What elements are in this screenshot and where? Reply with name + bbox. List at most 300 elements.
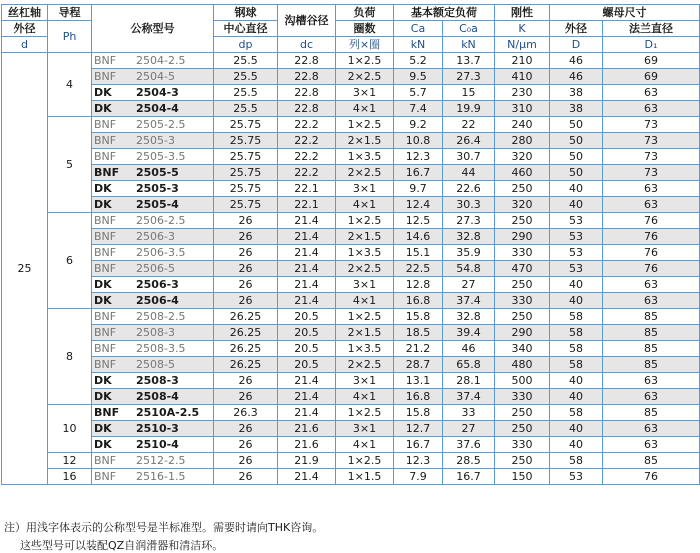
c0a-cell: 19.9 (443, 101, 495, 117)
lead-cell: 12 (48, 453, 92, 469)
model-prefix: BNF (94, 118, 117, 131)
outer-dia-cell: 40 (550, 277, 603, 293)
outer-dia-cell: 46 (550, 69, 603, 85)
turns-cell: 3×1 (336, 421, 394, 437)
turns-cell: 4×1 (336, 437, 394, 453)
table-row (2, 293, 700, 309)
header-rigidity-3: N/μm (495, 37, 550, 53)
model-number: 2510-3 (136, 422, 179, 435)
model-prefix: BNF (94, 70, 117, 83)
header-dc-2: dc (278, 37, 336, 53)
header-lead-2: Ph (48, 21, 92, 53)
model-cell (92, 373, 214, 389)
ca-cell: 12.3 (394, 149, 443, 165)
flange-dia-cell: 63 (603, 181, 700, 197)
model-prefix: BNF (94, 246, 117, 259)
dc-cell: 22.2 (278, 165, 336, 181)
model-cell (92, 165, 214, 181)
dp-cell: 25.75 (214, 149, 278, 165)
rigidity-cell: 330 (495, 389, 550, 405)
dc-cell: 20.5 (278, 325, 336, 341)
model-prefix: BNF (94, 150, 117, 163)
dc-cell: 22.2 (278, 117, 336, 133)
model-number: 2508-4 (136, 390, 179, 403)
table-row (2, 309, 700, 325)
footnote-2: 这些型号可以装配QZ自润滑器和清洁环。 (20, 539, 224, 552)
model-number: 2505-5 (136, 166, 179, 179)
c0a-cell: 27.3 (443, 213, 495, 229)
turns-cell: 1×2.5 (336, 117, 394, 133)
model-prefix: BNF (94, 406, 120, 419)
model-number: 2506-3 (136, 278, 179, 291)
ca-cell: 12.4 (394, 197, 443, 213)
table-row (2, 421, 700, 437)
flange-dia-cell: 63 (603, 389, 700, 405)
dc-cell: 21.4 (278, 389, 336, 405)
ca-cell: 7.9 (394, 469, 443, 485)
c0a-cell: 22.6 (443, 181, 495, 197)
outer-dia-cell: 58 (550, 309, 603, 325)
header-flange-dia-2: D₁ (603, 37, 700, 53)
turns-cell: 2×1.5 (336, 133, 394, 149)
outer-dia-cell: 50 (550, 133, 603, 149)
model-prefix: DK (94, 422, 112, 435)
turns-cell: 2×2.5 (336, 165, 394, 181)
dc-cell: 21.4 (278, 405, 336, 421)
model-cell (92, 309, 214, 325)
ca-cell: 16.7 (394, 437, 443, 453)
dc-cell: 22.8 (278, 85, 336, 101)
dc-cell: 21.4 (278, 293, 336, 309)
table-row (2, 469, 700, 485)
ca-cell: 18.5 (394, 325, 443, 341)
ca-cell: 15.1 (394, 245, 443, 261)
turns-cell: 1×2.5 (336, 309, 394, 325)
flange-dia-cell: 63 (603, 421, 700, 437)
outer-dia-cell: 58 (550, 341, 603, 357)
dc-cell: 21.4 (278, 373, 336, 389)
rigidity-cell: 320 (495, 197, 550, 213)
ca-cell: 9.2 (394, 117, 443, 133)
flange-dia-cell: 85 (603, 453, 700, 469)
ca-cell: 15.8 (394, 309, 443, 325)
c0a-cell: 15 (443, 85, 495, 101)
table-row (2, 229, 700, 245)
rigidity-cell: 250 (495, 405, 550, 421)
model-number: 2505-2.5 (136, 118, 186, 131)
flange-dia-cell: 73 (603, 165, 700, 181)
outer-dia-cell: 53 (550, 213, 603, 229)
table-row (2, 213, 700, 229)
ca-cell: 15.8 (394, 405, 443, 421)
rigidity-cell: 290 (495, 229, 550, 245)
ca-cell: 28.7 (394, 357, 443, 373)
header-turns-1: 负荷 (336, 5, 394, 21)
table-row (2, 101, 700, 117)
header-flange-dia-1: 法兰直径 (603, 21, 700, 37)
outer-dia-cell: 50 (550, 165, 603, 181)
outer-dia-cell: 50 (550, 117, 603, 133)
dc-cell: 22.1 (278, 181, 336, 197)
header-rigidity-2: K (495, 21, 550, 37)
dc-cell: 21.4 (278, 229, 336, 245)
header-nut-dim-group: 螺母尺寸 (550, 5, 700, 21)
turns-cell: 2×1.5 (336, 229, 394, 245)
lead-cell: 5 (48, 117, 92, 213)
outer-dia-cell: 38 (550, 101, 603, 117)
dp-cell: 26.25 (214, 309, 278, 325)
model-number: 2504-4 (136, 102, 179, 115)
c0a-cell: 13.7 (443, 53, 495, 69)
dp-cell: 26 (214, 277, 278, 293)
ca-cell: 7.4 (394, 101, 443, 117)
flange-dia-cell: 76 (603, 469, 700, 485)
flange-dia-cell: 73 (603, 117, 700, 133)
shaft-diameter-cell: 25 (2, 53, 48, 485)
dp-cell: 25.5 (214, 69, 278, 85)
model-prefix: BNF (94, 54, 117, 67)
outer-dia-cell: 58 (550, 405, 603, 421)
model-cell (92, 277, 214, 293)
model-cell (92, 197, 214, 213)
outer-dia-cell: 46 (550, 53, 603, 69)
dp-cell: 26 (214, 245, 278, 261)
model-number: 2508-2.5 (136, 310, 186, 323)
header-turns-2: 圈数 (336, 21, 394, 37)
ca-cell: 21.2 (394, 341, 443, 357)
table-row (2, 69, 700, 85)
table-row (2, 165, 700, 181)
model-prefix: BNF (94, 214, 117, 227)
turns-cell: 4×1 (336, 101, 394, 117)
table-row (2, 325, 700, 341)
dp-cell: 25.5 (214, 101, 278, 117)
header-dp-3: dp (214, 37, 278, 53)
model-prefix: DK (94, 182, 112, 195)
model-prefix: DK (94, 198, 112, 211)
model-cell (92, 453, 214, 469)
model-number: 2508-5 (136, 358, 175, 371)
header-model: 公称型号 (92, 5, 214, 53)
rigidity-cell: 250 (495, 277, 550, 293)
model-number: 2505-3 (136, 182, 179, 195)
turns-cell: 3×1 (336, 277, 394, 293)
model-cell (92, 53, 214, 69)
model-prefix: DK (94, 390, 112, 403)
outer-dia-cell: 53 (550, 261, 603, 277)
dc-cell: 21.4 (278, 213, 336, 229)
table-row (2, 85, 700, 101)
header-dp-2: 中心直径 (214, 21, 278, 37)
footnote-1: 注）用浅字体表示的公称型号是半标准型。需要时请向THK咨询。 (4, 521, 324, 534)
rigidity-cell: 340 (495, 341, 550, 357)
dc-cell: 21.4 (278, 245, 336, 261)
c0a-cell: 32.8 (443, 309, 495, 325)
turns-cell: 1×3.5 (336, 341, 394, 357)
dp-cell: 26 (214, 229, 278, 245)
outer-dia-cell: 53 (550, 245, 603, 261)
model-number: 2510-4 (136, 438, 179, 451)
outer-dia-cell: 40 (550, 389, 603, 405)
turns-cell: 2×2.5 (336, 69, 394, 85)
turns-cell: 4×1 (336, 389, 394, 405)
c0a-cell: 37.6 (443, 437, 495, 453)
table-row (2, 245, 700, 261)
table-row (2, 133, 700, 149)
turns-cell: 1×1.5 (336, 469, 394, 485)
table-row (2, 149, 700, 165)
flange-dia-cell: 76 (603, 245, 700, 261)
model-number: 2510A-2.5 (136, 406, 200, 419)
dp-cell: 26 (214, 373, 278, 389)
turns-cell: 3×1 (336, 181, 394, 197)
turns-cell: 1×3.5 (336, 245, 394, 261)
dp-cell: 26.3 (214, 405, 278, 421)
flange-dia-cell: 69 (603, 69, 700, 85)
dc-cell: 21.6 (278, 437, 336, 453)
model-cell (92, 261, 214, 277)
dc-cell: 20.5 (278, 341, 336, 357)
flange-dia-cell: 63 (603, 373, 700, 389)
model-prefix: BNF (94, 134, 117, 147)
ca-cell: 16.8 (394, 293, 443, 309)
model-cell (92, 405, 214, 421)
rigidity-cell: 230 (495, 85, 550, 101)
model-cell (92, 117, 214, 133)
dp-cell: 25.75 (214, 133, 278, 149)
c0a-cell: 27.3 (443, 69, 495, 85)
model-number: 2506-2.5 (136, 214, 186, 227)
flange-dia-cell: 63 (603, 85, 700, 101)
flange-dia-cell: 73 (603, 133, 700, 149)
dp-cell: 25.75 (214, 117, 278, 133)
c0a-cell: 28.5 (443, 453, 495, 469)
ca-cell: 12.5 (394, 213, 443, 229)
lead-cell: 6 (48, 213, 92, 309)
ca-cell: 5.7 (394, 85, 443, 101)
dc-cell: 20.5 (278, 357, 336, 373)
model-prefix: BNF (94, 358, 117, 371)
dp-cell: 25.5 (214, 85, 278, 101)
model-number: 2506-3 (136, 230, 175, 243)
model-prefix: BNF (94, 230, 117, 243)
flange-dia-cell: 63 (603, 277, 700, 293)
c0a-cell: 37.4 (443, 389, 495, 405)
dp-cell: 26.25 (214, 357, 278, 373)
outer-dia-cell: 40 (550, 181, 603, 197)
turns-cell: 2×2.5 (336, 357, 394, 373)
dc-cell: 21.9 (278, 453, 336, 469)
dc-cell: 21.6 (278, 421, 336, 437)
outer-dia-cell: 40 (550, 373, 603, 389)
dp-cell: 26.25 (214, 325, 278, 341)
dc-cell: 22.1 (278, 197, 336, 213)
turns-cell: 1×2.5 (336, 213, 394, 229)
c0a-cell: 39.4 (443, 325, 495, 341)
flange-dia-cell: 76 (603, 261, 700, 277)
rigidity-cell: 250 (495, 213, 550, 229)
flange-dia-cell: 63 (603, 197, 700, 213)
model-number: 2506-5 (136, 262, 175, 275)
rigidity-cell: 210 (495, 53, 550, 69)
rigidity-cell: 330 (495, 437, 550, 453)
lead-cell: 16 (48, 469, 92, 485)
lead-cell: 10 (48, 405, 92, 453)
model-cell (92, 341, 214, 357)
rigidity-cell: 460 (495, 165, 550, 181)
model-cell (92, 421, 214, 437)
header-shaft-dia-1: 丝杠轴 (2, 5, 48, 21)
c0a-cell: 32.8 (443, 229, 495, 245)
dc-cell: 21.4 (278, 277, 336, 293)
model-cell (92, 357, 214, 373)
model-cell (92, 213, 214, 229)
flange-dia-cell: 85 (603, 325, 700, 341)
ca-cell: 9.7 (394, 181, 443, 197)
header-outer-dia-2: D (550, 37, 603, 53)
model-prefix: BNF (94, 454, 117, 467)
outer-dia-cell: 53 (550, 469, 603, 485)
rigidity-cell: 280 (495, 133, 550, 149)
model-number: 2508-3.5 (136, 342, 186, 355)
ca-cell: 9.5 (394, 69, 443, 85)
model-number: 2512-2.5 (136, 454, 186, 467)
dp-cell: 26 (214, 261, 278, 277)
model-cell (92, 245, 214, 261)
model-number: 2505-3 (136, 134, 175, 147)
c0a-cell: 37.4 (443, 293, 495, 309)
turns-cell: 2×2.5 (336, 261, 394, 277)
flange-dia-cell: 69 (603, 53, 700, 69)
dp-cell: 26 (214, 213, 278, 229)
header-dc-1: 沟槽谷径 (278, 5, 336, 37)
c0a-cell: 27 (443, 277, 495, 293)
header-lead-1: 导程 (48, 5, 92, 21)
ca-cell: 12.3 (394, 453, 443, 469)
c0a-cell: 35.9 (443, 245, 495, 261)
c0a-cell: 27 (443, 421, 495, 437)
outer-dia-cell: 58 (550, 325, 603, 341)
flange-dia-cell: 85 (603, 309, 700, 325)
model-number: 2505-4 (136, 198, 179, 211)
table-row (2, 357, 700, 373)
model-cell (92, 229, 214, 245)
flange-dia-cell: 76 (603, 229, 700, 245)
model-prefix: DK (94, 374, 112, 387)
turns-cell: 1×3.5 (336, 149, 394, 165)
flange-dia-cell: 85 (603, 341, 700, 357)
model-prefix: BNF (94, 326, 117, 339)
dp-cell: 26 (214, 389, 278, 405)
lead-cell: 8 (48, 309, 92, 405)
outer-dia-cell: 53 (550, 229, 603, 245)
rigidity-cell: 310 (495, 101, 550, 117)
model-number: 2508-3 (136, 326, 175, 339)
c0a-cell: 33 (443, 405, 495, 421)
dc-cell: 22.8 (278, 101, 336, 117)
table-row (2, 437, 700, 453)
c0a-cell: 30.3 (443, 197, 495, 213)
table-row (2, 53, 700, 69)
model-cell (92, 437, 214, 453)
rigidity-cell: 240 (495, 117, 550, 133)
ball-screw-spec-table (1, 4, 700, 485)
model-number: 2504-5 (136, 70, 175, 83)
lead-cell: 4 (48, 53, 92, 117)
header-shaft-dia-2: 外径 (2, 21, 48, 37)
ca-cell: 13.1 (394, 373, 443, 389)
model-cell (92, 101, 214, 117)
rigidity-cell: 500 (495, 373, 550, 389)
dp-cell: 26 (214, 469, 278, 485)
model-cell (92, 85, 214, 101)
flange-dia-cell: 63 (603, 437, 700, 453)
c0a-cell: 30.7 (443, 149, 495, 165)
model-prefix: BNF (94, 470, 117, 483)
model-cell (92, 469, 214, 485)
model-prefix: DK (94, 102, 112, 115)
table-row (2, 197, 700, 213)
model-cell (92, 149, 214, 165)
model-prefix: BNF (94, 310, 117, 323)
c0a-cell: 22 (443, 117, 495, 133)
outer-dia-cell: 58 (550, 357, 603, 373)
turns-cell: 3×1 (336, 85, 394, 101)
rigidity-cell: 150 (495, 469, 550, 485)
turns-cell: 1×2.5 (336, 453, 394, 469)
flange-dia-cell: 85 (603, 405, 700, 421)
turns-cell: 2×1.5 (336, 325, 394, 341)
turns-cell: 1×2.5 (336, 53, 394, 69)
table-row (2, 405, 700, 421)
rigidity-cell: 320 (495, 149, 550, 165)
model-number: 2505-3.5 (136, 150, 186, 163)
rigidity-cell: 250 (495, 421, 550, 437)
dp-cell: 26 (214, 437, 278, 453)
table-row (2, 373, 700, 389)
rigidity-cell: 470 (495, 261, 550, 277)
outer-dia-cell: 40 (550, 421, 603, 437)
dc-cell: 21.4 (278, 469, 336, 485)
model-number: 2504-2.5 (136, 54, 186, 67)
c0a-cell: 44 (443, 165, 495, 181)
header-rigidity-1: 刚性 (495, 5, 550, 21)
rigidity-cell: 250 (495, 453, 550, 469)
outer-dia-cell: 40 (550, 197, 603, 213)
model-cell (92, 181, 214, 197)
model-prefix: DK (94, 278, 112, 291)
rigidity-cell: 290 (495, 325, 550, 341)
rigidity-cell: 330 (495, 293, 550, 309)
dp-cell: 26 (214, 421, 278, 437)
outer-dia-cell: 58 (550, 453, 603, 469)
c0a-cell: 28.1 (443, 373, 495, 389)
dc-cell: 22.2 (278, 149, 336, 165)
dc-cell: 22.2 (278, 133, 336, 149)
table-row (2, 453, 700, 469)
table-row (2, 277, 700, 293)
model-cell (92, 389, 214, 405)
model-cell (92, 293, 214, 309)
dp-cell: 25.75 (214, 165, 278, 181)
model-cell (92, 133, 214, 149)
table-row (2, 261, 700, 277)
dc-cell: 21.4 (278, 261, 336, 277)
dc-cell: 22.8 (278, 69, 336, 85)
header-dp-1: 钢球 (214, 5, 278, 21)
model-number: 2504-3 (136, 86, 179, 99)
dc-cell: 20.5 (278, 309, 336, 325)
